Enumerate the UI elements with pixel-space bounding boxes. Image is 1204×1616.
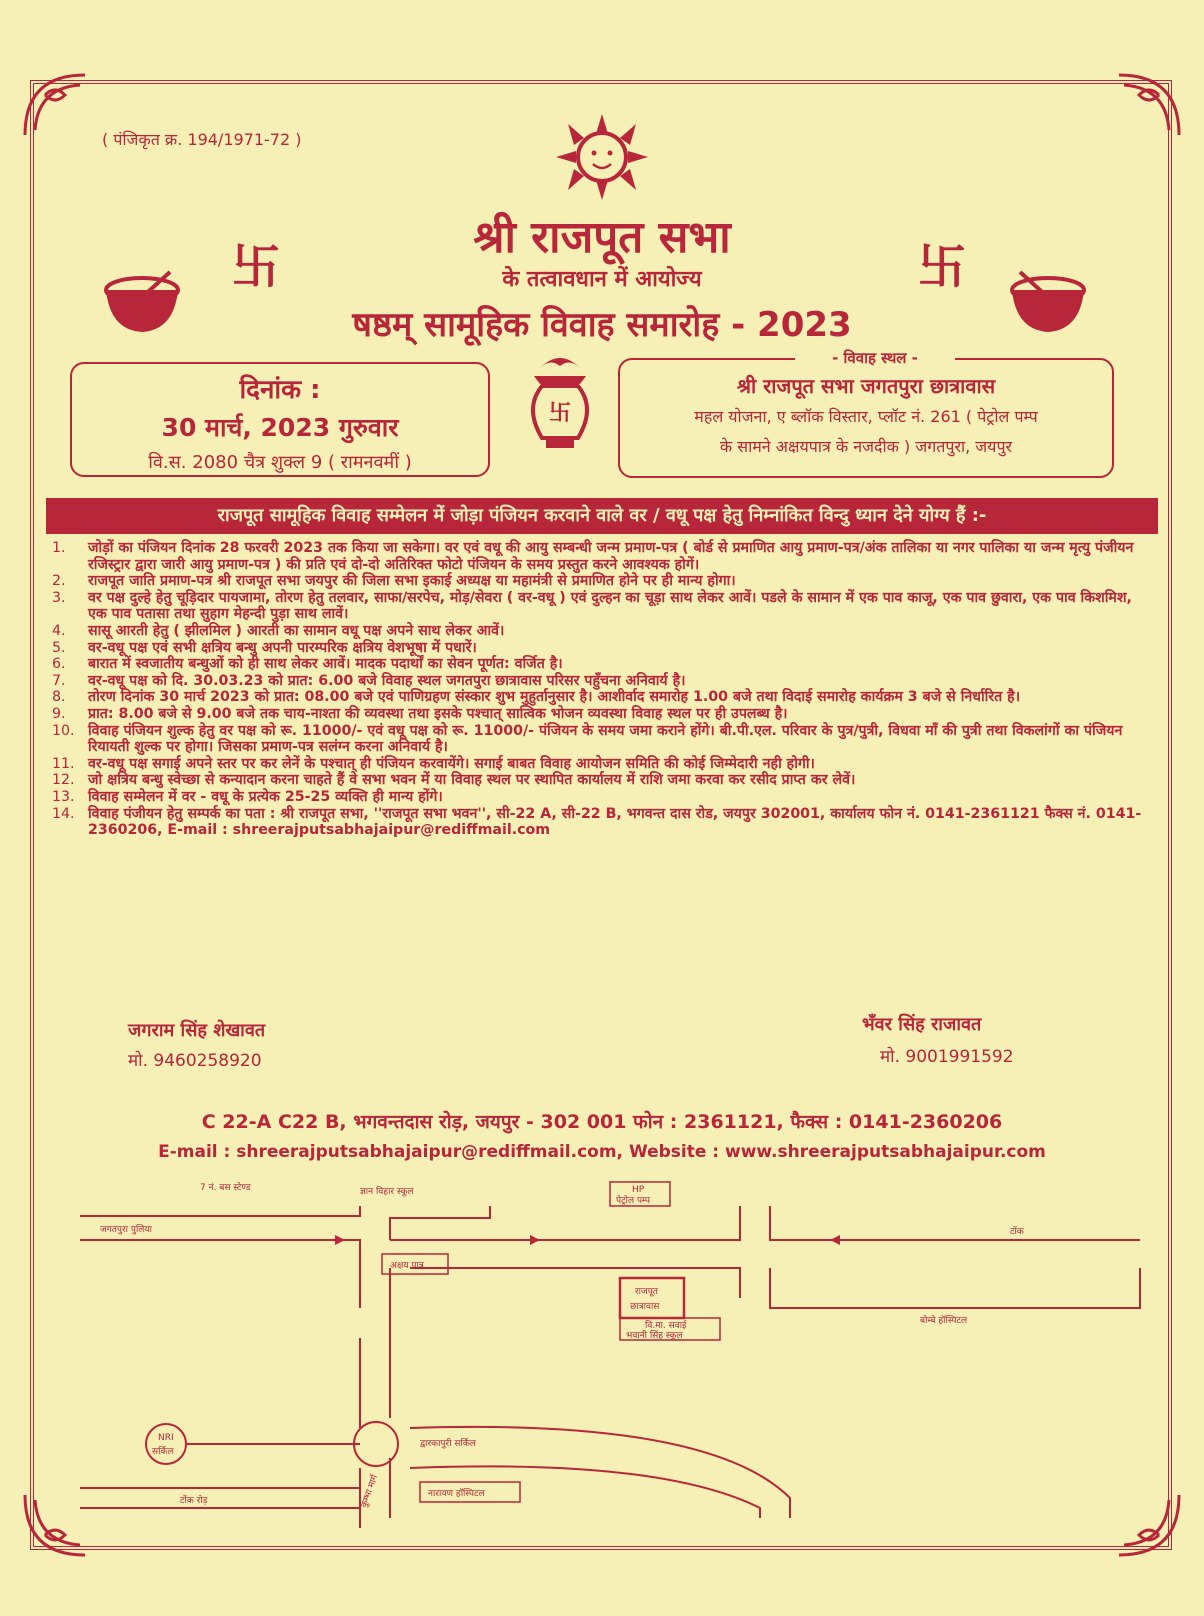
rule-text: विवाह सम्मेलन में वर - वधू के प्रत्येक 25-25 व्यक्ति ही मान्य होंगे। — [88, 788, 443, 805]
drum-left-icon — [100, 268, 190, 338]
rule-text: राजपूत जाति प्रमाण-पत्र श्री राजपूत सभा जयपुर की जिला सभा इकाई अध्यक्ष या महामंत्री से प्रमाणित होने पर ही मान्य होगा। — [88, 573, 736, 590]
map-akshay-patra-label: अक्षय पात्र — [390, 1261, 424, 1271]
rule-text: वर पक्ष दुल्हे हेतु चूड़िदार पायजामा, तोरण हेतु तलवार, साफा/सरपेच, मोड़/सेवरा ( वर-वधू ) एवं दुल्हन का चूड़ा साथ लेकर आवें। पडले के सामान में एक पाव काजू, एक पाव छुवारा, एक पाव किशमिश, एक पाव पतासा तथा सुहाग मेहन्दी पुड़ा साथ लावें। — [88, 589, 1132, 623]
rules-list — [52, 540, 1152, 839]
rule-text: जोड़ों का पंजियन दिनांक 28 फरवरी 2023 तक किया जा सकेगा। वर एवं वधू की आयु सम्बन्धी जन्म प्रमाण-पत्र ( बोर्ड से प्रमाणित आयु प्रमाण-पत्र/अंक तालिका या नगर पालिका या जन्म मृत्यु पंजीयन रजिस्ट्रार द्वारा जारी आयु प्रमाण-पत्र ) की प्रति एवं दो-दो अतिरिक्त फोटो पंजियन के समय प्रस्तुत करने आवश्यक होगें। — [88, 540, 1134, 573]
swastika-right-icon: 卐 — [918, 239, 967, 295]
page-title: श्री राजपूत सभा — [473, 212, 731, 263]
rule-text: जो क्षत्रिय बन्धु स्वेच्छा से कन्यादान करना चाहते हैं वे सभा भवन में या विवाह स्थल पर स्थापित कार्यालय में राशि जमा करवा कर रसीद प्राप्त कर लेवें। — [88, 772, 856, 789]
rule-text: सासू आरती हेतु ( झीलमिल ) आरती का सामान वधू पक्ष अपने साथ लेकर आवें। — [88, 622, 505, 639]
rule-text: तोरण दिनांक 30 मार्च 2023 को प्रात: 08.00 बजे एवं पाणिग्रहण संस्कार शुभ मुहुर्तानुसार है। आशीर्वाद समारोह 1.00 बजे तथा विदाई समारोह कार्यक्रम 3 बजे से निर्धारित है। — [88, 689, 1021, 706]
map-school-label: ज्ञान विहार स्कूल — [360, 1187, 414, 1197]
map-dwarkapuri-label: द्वारकापुरी सर्किल — [420, 1439, 476, 1449]
rule-number: 6. — [52, 656, 66, 673]
drum-right-icon — [1000, 268, 1090, 338]
rule-item — [52, 540, 1152, 573]
rule-text: विवाह पंजीयन हेतु सम्पर्क का पता : श्री राजपूत सभा, ''राजपूत सभा भवन'', सी-22 A, सी-22 B, भगवन्त दास रोड, जयपुर 302001, कार्यालय फोन नं. 0141-2361121 फैक्स नं. 0141-2360206, E-mail : shreerajputsabhajaipur@rediffmail.com — [88, 805, 1142, 839]
rule-number: 13. — [52, 788, 75, 805]
rule-item — [52, 656, 1152, 673]
svg-text:卐: 卐 — [548, 401, 572, 426]
rule-item — [52, 756, 1152, 773]
page-subtitle: के तत्वावधान में आयोज्य — [502, 267, 702, 292]
rule-number: 7. — [52, 672, 66, 689]
date-box — [70, 362, 490, 477]
map-bombay-hospital-label: बोम्बे हॉस्पिटल — [920, 1316, 968, 1326]
rule-item — [52, 590, 1152, 623]
rule-item — [52, 789, 1152, 806]
rule-text: विवाह पंजियन शुल्क हेतु वर पक्ष को रू. 11000/- एवं वधू पक्ष को रू. 11000/- पंजियन के समय जमा कराने होंगे। बी.पी.एल. परिवार के पुत्र/पुत्री, विधवा माँ की पुत्री तथा विकलांगों का पंजियन रियायती शुल्क पर होगा। जिसका प्रमाण-पत्र सलंग्न करना अनिवार्य है। — [88, 722, 1123, 756]
map-bus-stand-label: 7 नं. बस स्टेण्ड — [200, 1183, 251, 1193]
rule-number: 2. — [52, 573, 66, 590]
rule-number: 11. — [52, 755, 75, 772]
rule-number: 3. — [52, 589, 66, 606]
map-jagatpura-label: जगतपुरा पुलिया — [100, 1225, 152, 1235]
map-hp-label: HP — [632, 1185, 645, 1195]
map-kumbha-marg-label: कुम्भा मार्ग — [359, 1473, 381, 1510]
rule-number: 5. — [52, 639, 66, 656]
map-school2-label-1: वि.मा. सवाई — [645, 1321, 687, 1331]
map-nri-circle-label: सर्किल — [152, 1447, 174, 1457]
rule-text: वर-वधू पक्ष को दि. 30.03.23 को प्रात: 6.00 बजे विवाह स्थल जगतपुरा छात्रावास परिसर पहुँचना अनिवार्य है। — [88, 672, 686, 689]
rule-item — [52, 573, 1152, 590]
rule-item — [52, 689, 1152, 706]
venue-address-line2: के सामने अक्षयपात्र के नजदीक ) जगतपुरा, जयपुर — [719, 437, 1013, 456]
rule-number: 10. — [52, 722, 75, 739]
rule-number: 14. — [52, 805, 75, 822]
rule-number: 12. — [52, 772, 75, 789]
map-tonk-label: टोंक — [1010, 1227, 1024, 1237]
map-hostel-label-2: छात्रावास — [630, 1302, 660, 1312]
rule-item — [52, 723, 1152, 756]
vikram-samvat-date: वि.स. 2080 चैत्र शुक्ल 9 ( रामनवमीं ) — [148, 452, 412, 473]
rule-text: वर-वधू पक्ष सगाई अपने स्तर पर कर लेनें के पश्चात् ही पंजियन करवायेंगे। सगाई बाबत विवाह आयोजन समिति की कोई जिम्मेदारी नही होगी। — [88, 755, 815, 772]
venue-tag: - विवाह स्थल - — [795, 348, 955, 368]
rule-number: 4. — [52, 622, 66, 639]
kalash-icon — [520, 348, 600, 458]
signatory-left-name: जगराम सिंह शेखावत — [128, 1020, 266, 1041]
rule-text: वर-वधू पक्ष एवं सभी क्षत्रिय बन्धु अपनी पारम्परिक क्षत्रिय वेशभूषा में पधारें। — [88, 639, 477, 656]
instructions-banner: राजपूत सामूहिक विवाह सम्मेलन में जोड़ा पंजियन करवाने वाले वर / वधू पक्ष हेतु निम्नांकित विन्दु ध्यान देने योग्य हैं :- — [46, 498, 1158, 534]
venue-name: श्री राजपूत सभा जगतपुरा छात्रावास — [736, 374, 996, 398]
date-value: 30 मार्च, 2023 गुरुवार — [161, 413, 399, 442]
rule-text: बारात में स्वजातीय बन्धुओं को ही साथ लेकर आवें। मादक पदार्थों का सेवन पूर्णत: वर्जित है। — [88, 656, 563, 673]
rule-text: प्रात: 8.00 बजे से 9.00 बजे तक चाय-नाश्ता की व्यवस्था तथा इसके पश्चात् सात्विक भोजन व्यवस्था विवाह स्थल पर ही उपलब्ध है। — [88, 705, 788, 722]
signatory-right-mobile: मो. 9001991592 — [880, 1047, 1014, 1067]
map-tonk-road-label: टोंक रोड़ — [180, 1496, 208, 1506]
rule-item — [52, 806, 1152, 839]
location-map — [60, 1178, 1150, 1538]
rule-item — [52, 640, 1152, 657]
map-nri-label: NRI — [158, 1433, 174, 1443]
venue-box — [618, 358, 1114, 478]
registration-number: ( पंजिकृत क्र. 194/1971-72 ) — [102, 130, 302, 149]
rule-number: 8. — [52, 689, 66, 706]
swastika-left-icon: 卐 — [232, 239, 281, 295]
rule-item — [52, 673, 1152, 690]
rule-number: 9. — [52, 705, 66, 722]
contact-email-website: E-mail : shreerajputsabhajaipur@rediffmail.com, Website : www.shreerajputsabhajaipur.com — [158, 1142, 1046, 1162]
rule-item — [52, 623, 1152, 640]
signatory-right-name: भँवर सिंह राजावत — [862, 1014, 982, 1035]
map-hostel-label-1: राजपूत — [635, 1287, 658, 1297]
map-school2-label-2: भवानी सिंह स्कूल — [626, 1331, 683, 1341]
contact-address: C 22-A C22 B, भगवन्तदास रोड़, जयपुर - 302 001 फोन : 2361121, फैक्स : 0141-2360206 — [201, 1111, 1003, 1133]
venue-address-line1: महल योजना, ए ब्लॉक विस्तार, प्लॉट नं. 261 ( पेट्रोल पम्प — [694, 407, 1038, 426]
sun-emblem-icon — [548, 112, 656, 202]
rule-item — [52, 772, 1152, 789]
corner-ornament-top-left — [20, 70, 90, 140]
rule-number: 1. — [52, 540, 66, 556]
signatory-left-mobile: मो. 9460258920 — [128, 1051, 262, 1071]
date-label: दिनांक : — [239, 375, 321, 405]
rule-item — [52, 706, 1152, 723]
event-title: षष्ठम् सामूहिक विवाह समारोह - 2023 — [352, 305, 852, 345]
map-petrol-label: पेट्रोल पम्प — [616, 1196, 651, 1206]
map-narayan-hospital-label: नारायण हॉस्पिटल — [428, 1489, 485, 1499]
corner-ornament-top-right — [1114, 70, 1184, 140]
